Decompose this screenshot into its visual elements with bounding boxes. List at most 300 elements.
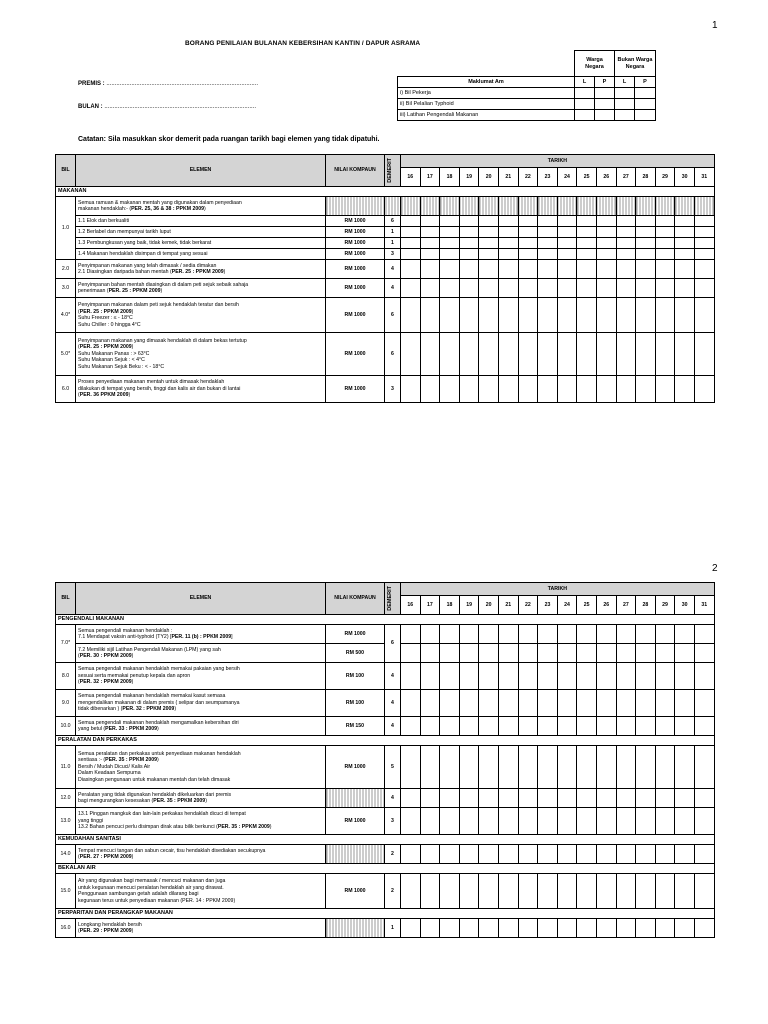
score-cell[interactable]: [694, 644, 714, 663]
score-cell[interactable]: [498, 717, 518, 736]
score-cell[interactable]: [636, 333, 656, 376]
score-cell[interactable]: [498, 808, 518, 835]
input-cell[interactable]: [595, 88, 615, 99]
score-cell[interactable]: [538, 789, 558, 808]
score-cell[interactable]: [479, 717, 499, 736]
score-cell[interactable]: [636, 216, 656, 227]
score-cell[interactable]: [440, 919, 460, 938]
score-cell[interactable]: [655, 298, 675, 333]
score-cell[interactable]: [498, 260, 518, 279]
score-cell[interactable]: [459, 874, 479, 909]
score-cell[interactable]: [577, 333, 597, 376]
score-cell[interactable]: [636, 808, 656, 835]
score-cell[interactable]: [440, 874, 460, 909]
score-cell[interactable]: [420, 376, 440, 403]
score-cell[interactable]: [557, 216, 577, 227]
score-cell[interactable]: [577, 808, 597, 835]
score-cell[interactable]: [401, 333, 421, 376]
score-cell[interactable]: [694, 625, 714, 644]
score-cell[interactable]: [440, 216, 460, 227]
score-cell[interactable]: [675, 376, 695, 403]
score-cell[interactable]: [557, 874, 577, 909]
score-cell[interactable]: [459, 333, 479, 376]
score-cell[interactable]: [459, 249, 479, 260]
score-cell[interactable]: [557, 260, 577, 279]
score-cell[interactable]: [675, 197, 695, 216]
score-cell[interactable]: [459, 808, 479, 835]
score-cell[interactable]: [694, 808, 714, 835]
score-cell[interactable]: [459, 644, 479, 663]
score-cell[interactable]: [459, 717, 479, 736]
score-cell[interactable]: [420, 919, 440, 938]
score-cell[interactable]: [538, 238, 558, 249]
score-cell[interactable]: [498, 690, 518, 717]
score-cell[interactable]: [459, 298, 479, 333]
score-cell[interactable]: [577, 845, 597, 864]
score-cell[interactable]: [577, 625, 597, 644]
score-cell[interactable]: [440, 197, 460, 216]
input-cell[interactable]: [635, 110, 656, 121]
score-cell[interactable]: [596, 227, 616, 238]
score-cell[interactable]: [577, 663, 597, 690]
score-cell[interactable]: [420, 874, 440, 909]
score-cell[interactable]: [420, 625, 440, 644]
score-cell[interactable]: [694, 197, 714, 216]
score-cell[interactable]: [440, 663, 460, 690]
score-cell[interactable]: [420, 333, 440, 376]
score-cell[interactable]: [577, 249, 597, 260]
score-cell[interactable]: [675, 808, 695, 835]
score-cell[interactable]: [694, 874, 714, 909]
score-cell[interactable]: [636, 298, 656, 333]
score-cell[interactable]: [596, 663, 616, 690]
score-cell[interactable]: [420, 227, 440, 238]
score-cell[interactable]: [675, 216, 695, 227]
score-cell[interactable]: [655, 249, 675, 260]
score-cell[interactable]: [498, 874, 518, 909]
score-cell[interactable]: [420, 717, 440, 736]
score-cell[interactable]: [636, 746, 656, 789]
score-cell[interactable]: [420, 260, 440, 279]
score-cell[interactable]: [401, 376, 421, 403]
score-cell[interactable]: [459, 197, 479, 216]
score-cell[interactable]: [694, 690, 714, 717]
input-cell[interactable]: [635, 99, 656, 110]
score-cell[interactable]: [675, 249, 695, 260]
score-cell[interactable]: [655, 845, 675, 864]
score-cell[interactable]: [694, 227, 714, 238]
score-cell[interactable]: [518, 919, 538, 938]
score-cell[interactable]: [479, 197, 499, 216]
score-cell[interactable]: [694, 216, 714, 227]
score-cell[interactable]: [538, 845, 558, 864]
score-cell[interactable]: [675, 625, 695, 644]
score-cell[interactable]: [518, 238, 538, 249]
score-cell[interactable]: [596, 197, 616, 216]
score-cell[interactable]: [518, 644, 538, 663]
score-cell[interactable]: [616, 874, 636, 909]
score-cell[interactable]: [401, 238, 421, 249]
score-cell[interactable]: [577, 644, 597, 663]
score-cell[interactable]: [420, 845, 440, 864]
score-cell[interactable]: [479, 644, 499, 663]
input-cell[interactable]: [575, 99, 595, 110]
score-cell[interactable]: [616, 298, 636, 333]
score-cell[interactable]: [596, 625, 616, 644]
score-cell[interactable]: [596, 260, 616, 279]
score-cell[interactable]: [577, 376, 597, 403]
score-cell[interactable]: [616, 625, 636, 644]
score-cell[interactable]: [498, 746, 518, 789]
score-cell[interactable]: [636, 845, 656, 864]
score-cell[interactable]: [459, 260, 479, 279]
score-cell[interactable]: [401, 808, 421, 835]
score-cell[interactable]: [655, 874, 675, 909]
score-cell[interactable]: [596, 216, 616, 227]
score-cell[interactable]: [596, 919, 616, 938]
score-cell[interactable]: [518, 874, 538, 909]
score-cell[interactable]: [498, 279, 518, 298]
score-cell[interactable]: [675, 746, 695, 789]
score-cell[interactable]: [694, 717, 714, 736]
score-cell[interactable]: [440, 690, 460, 717]
score-cell[interactable]: [479, 919, 499, 938]
input-cell[interactable]: [575, 110, 595, 121]
score-cell[interactable]: [479, 298, 499, 333]
score-cell[interactable]: [655, 333, 675, 376]
score-cell[interactable]: [498, 333, 518, 376]
score-cell[interactable]: [636, 260, 656, 279]
score-cell[interactable]: [577, 238, 597, 249]
score-cell[interactable]: [655, 279, 675, 298]
score-cell[interactable]: [459, 227, 479, 238]
score-cell[interactable]: [675, 298, 695, 333]
score-cell[interactable]: [401, 874, 421, 909]
score-cell[interactable]: [557, 717, 577, 736]
score-cell[interactable]: [479, 216, 499, 227]
score-cell[interactable]: [616, 376, 636, 403]
score-cell[interactable]: [616, 919, 636, 938]
score-cell[interactable]: [577, 919, 597, 938]
score-cell[interactable]: [479, 376, 499, 403]
score-cell[interactable]: [518, 376, 538, 403]
score-cell[interactable]: [596, 874, 616, 909]
score-cell[interactable]: [498, 919, 518, 938]
score-cell[interactable]: [518, 333, 538, 376]
score-cell[interactable]: [616, 238, 636, 249]
score-cell[interactable]: [459, 216, 479, 227]
score-cell[interactable]: [616, 690, 636, 717]
score-cell[interactable]: [498, 644, 518, 663]
score-cell[interactable]: [596, 376, 616, 403]
score-cell[interactable]: [636, 279, 656, 298]
score-cell[interactable]: [498, 376, 518, 403]
score-cell[interactable]: [479, 279, 499, 298]
input-cell[interactable]: [615, 88, 635, 99]
score-cell[interactable]: [518, 717, 538, 736]
score-cell[interactable]: [655, 746, 675, 789]
score-cell[interactable]: [401, 227, 421, 238]
score-cell[interactable]: [694, 919, 714, 938]
score-cell[interactable]: [459, 376, 479, 403]
score-cell[interactable]: [655, 625, 675, 644]
score-cell[interactable]: [655, 227, 675, 238]
score-cell[interactable]: [420, 789, 440, 808]
score-cell[interactable]: [538, 249, 558, 260]
score-cell[interactable]: [440, 333, 460, 376]
score-cell[interactable]: [440, 625, 460, 644]
score-cell[interactable]: [596, 789, 616, 808]
score-cell[interactable]: [401, 625, 421, 644]
score-cell[interactable]: [401, 249, 421, 260]
score-cell[interactable]: [401, 789, 421, 808]
score-cell[interactable]: [440, 260, 460, 279]
score-cell[interactable]: [498, 298, 518, 333]
score-cell[interactable]: [420, 216, 440, 227]
score-cell[interactable]: [518, 625, 538, 644]
score-cell[interactable]: [655, 260, 675, 279]
score-cell[interactable]: [498, 249, 518, 260]
score-cell[interactable]: [440, 845, 460, 864]
score-cell[interactable]: [518, 663, 538, 690]
score-cell[interactable]: [401, 298, 421, 333]
score-cell[interactable]: [675, 663, 695, 690]
score-cell[interactable]: [420, 644, 440, 663]
score-cell[interactable]: [636, 919, 656, 938]
score-cell[interactable]: [518, 260, 538, 279]
score-cell[interactable]: [401, 216, 421, 227]
score-cell[interactable]: [440, 789, 460, 808]
score-cell[interactable]: [459, 238, 479, 249]
score-cell[interactable]: [557, 808, 577, 835]
score-cell[interactable]: [538, 625, 558, 644]
score-cell[interactable]: [518, 808, 538, 835]
input-cell[interactable]: [615, 99, 635, 110]
score-cell[interactable]: [459, 279, 479, 298]
score-cell[interactable]: [616, 717, 636, 736]
input-cell[interactable]: [575, 88, 595, 99]
score-cell[interactable]: [675, 717, 695, 736]
score-cell[interactable]: [694, 845, 714, 864]
score-cell[interactable]: [616, 227, 636, 238]
score-cell[interactable]: [616, 789, 636, 808]
score-cell[interactable]: [577, 216, 597, 227]
score-cell[interactable]: [616, 197, 636, 216]
score-cell[interactable]: [577, 298, 597, 333]
score-cell[interactable]: [440, 717, 460, 736]
score-cell[interactable]: [440, 298, 460, 333]
score-cell[interactable]: [479, 663, 499, 690]
score-cell[interactable]: [577, 874, 597, 909]
score-cell[interactable]: [518, 279, 538, 298]
score-cell[interactable]: [538, 663, 558, 690]
score-cell[interactable]: [577, 279, 597, 298]
score-cell[interactable]: [636, 644, 656, 663]
bulan-dots[interactable]: ...........................................................................................: [104, 104, 257, 110]
score-cell[interactable]: [557, 845, 577, 864]
score-cell[interactable]: [401, 644, 421, 663]
score-cell[interactable]: [518, 690, 538, 717]
score-cell[interactable]: [498, 197, 518, 216]
score-cell[interactable]: [538, 260, 558, 279]
score-cell[interactable]: [616, 260, 636, 279]
score-cell[interactable]: [636, 663, 656, 690]
score-cell[interactable]: [577, 260, 597, 279]
score-cell[interactable]: [401, 260, 421, 279]
score-cell[interactable]: [479, 845, 499, 864]
score-cell[interactable]: [401, 197, 421, 216]
score-cell[interactable]: [694, 376, 714, 403]
score-cell[interactable]: [616, 808, 636, 835]
score-cell[interactable]: [596, 717, 616, 736]
score-cell[interactable]: [557, 919, 577, 938]
score-cell[interactable]: [538, 717, 558, 736]
score-cell[interactable]: [577, 746, 597, 789]
score-cell[interactable]: [577, 227, 597, 238]
score-cell[interactable]: [420, 663, 440, 690]
score-cell[interactable]: [596, 238, 616, 249]
score-cell[interactable]: [459, 789, 479, 808]
score-cell[interactable]: [675, 789, 695, 808]
score-cell[interactable]: [636, 376, 656, 403]
score-cell[interactable]: [420, 197, 440, 216]
score-cell[interactable]: [636, 717, 656, 736]
score-cell[interactable]: [538, 919, 558, 938]
score-cell[interactable]: [694, 249, 714, 260]
score-cell[interactable]: [616, 249, 636, 260]
score-cell[interactable]: [636, 227, 656, 238]
score-cell[interactable]: [498, 845, 518, 864]
score-cell[interactable]: [479, 625, 499, 644]
score-cell[interactable]: [518, 789, 538, 808]
score-cell[interactable]: [518, 249, 538, 260]
score-cell[interactable]: [538, 333, 558, 376]
score-cell[interactable]: [636, 197, 656, 216]
input-cell[interactable]: [595, 99, 615, 110]
score-cell[interactable]: [459, 919, 479, 938]
score-cell[interactable]: [401, 845, 421, 864]
score-cell[interactable]: [459, 845, 479, 864]
premis-dots[interactable]: ...........................................................................................: [106, 81, 259, 87]
score-cell[interactable]: [538, 376, 558, 403]
score-cell[interactable]: [655, 663, 675, 690]
score-cell[interactable]: [440, 644, 460, 663]
score-cell[interactable]: [655, 808, 675, 835]
score-cell[interactable]: [616, 333, 636, 376]
score-cell[interactable]: [459, 690, 479, 717]
score-cell[interactable]: [655, 717, 675, 736]
score-cell[interactable]: [636, 249, 656, 260]
score-cell[interactable]: [440, 279, 460, 298]
score-cell[interactable]: [675, 874, 695, 909]
score-cell[interactable]: [557, 789, 577, 808]
score-cell[interactable]: [655, 690, 675, 717]
score-cell[interactable]: [498, 227, 518, 238]
score-cell[interactable]: [596, 333, 616, 376]
score-cell[interactable]: [538, 746, 558, 789]
score-cell[interactable]: [401, 746, 421, 789]
score-cell[interactable]: [655, 789, 675, 808]
score-cell[interactable]: [498, 789, 518, 808]
score-cell[interactable]: [577, 197, 597, 216]
score-cell[interactable]: [675, 238, 695, 249]
score-cell[interactable]: [479, 746, 499, 789]
score-cell[interactable]: [675, 333, 695, 376]
score-cell[interactable]: [538, 690, 558, 717]
score-cell[interactable]: [655, 376, 675, 403]
score-cell[interactable]: [479, 789, 499, 808]
score-cell[interactable]: [577, 789, 597, 808]
score-cell[interactable]: [401, 690, 421, 717]
score-cell[interactable]: [616, 216, 636, 227]
score-cell[interactable]: [636, 789, 656, 808]
score-cell[interactable]: [636, 238, 656, 249]
score-cell[interactable]: [557, 249, 577, 260]
score-cell[interactable]: [694, 333, 714, 376]
score-cell[interactable]: [518, 298, 538, 333]
score-cell[interactable]: [655, 216, 675, 227]
score-cell[interactable]: [616, 746, 636, 789]
score-cell[interactable]: [557, 376, 577, 403]
score-cell[interactable]: [479, 808, 499, 835]
score-cell[interactable]: [596, 845, 616, 864]
score-cell[interactable]: [557, 227, 577, 238]
score-cell[interactable]: [675, 279, 695, 298]
score-cell[interactable]: [420, 238, 440, 249]
score-cell[interactable]: [440, 249, 460, 260]
score-cell[interactable]: [498, 663, 518, 690]
score-cell[interactable]: [636, 874, 656, 909]
score-cell[interactable]: [440, 227, 460, 238]
score-cell[interactable]: [596, 690, 616, 717]
score-cell[interactable]: [479, 874, 499, 909]
score-cell[interactable]: [538, 874, 558, 909]
score-cell[interactable]: [694, 789, 714, 808]
score-cell[interactable]: [518, 845, 538, 864]
score-cell[interactable]: [538, 644, 558, 663]
score-cell[interactable]: [616, 845, 636, 864]
score-cell[interactable]: [557, 279, 577, 298]
score-cell[interactable]: [557, 746, 577, 789]
score-cell[interactable]: [479, 227, 499, 238]
score-cell[interactable]: [401, 663, 421, 690]
score-cell[interactable]: [420, 279, 440, 298]
score-cell[interactable]: [538, 216, 558, 227]
score-cell[interactable]: [479, 260, 499, 279]
score-cell[interactable]: [479, 690, 499, 717]
score-cell[interactable]: [596, 644, 616, 663]
score-cell[interactable]: [538, 197, 558, 216]
score-cell[interactable]: [498, 625, 518, 644]
score-cell[interactable]: [420, 690, 440, 717]
score-cell[interactable]: [518, 227, 538, 238]
score-cell[interactable]: [498, 216, 518, 227]
input-cell[interactable]: [595, 110, 615, 121]
score-cell[interactable]: [596, 249, 616, 260]
score-cell[interactable]: [636, 690, 656, 717]
score-cell[interactable]: [596, 808, 616, 835]
score-cell[interactable]: [655, 919, 675, 938]
score-cell[interactable]: [498, 238, 518, 249]
score-cell[interactable]: [557, 333, 577, 376]
score-cell[interactable]: [557, 644, 577, 663]
score-cell[interactable]: [459, 663, 479, 690]
score-cell[interactable]: [420, 249, 440, 260]
score-cell[interactable]: [401, 279, 421, 298]
score-cell[interactable]: [675, 845, 695, 864]
score-cell[interactable]: [440, 238, 460, 249]
score-cell[interactable]: [557, 197, 577, 216]
